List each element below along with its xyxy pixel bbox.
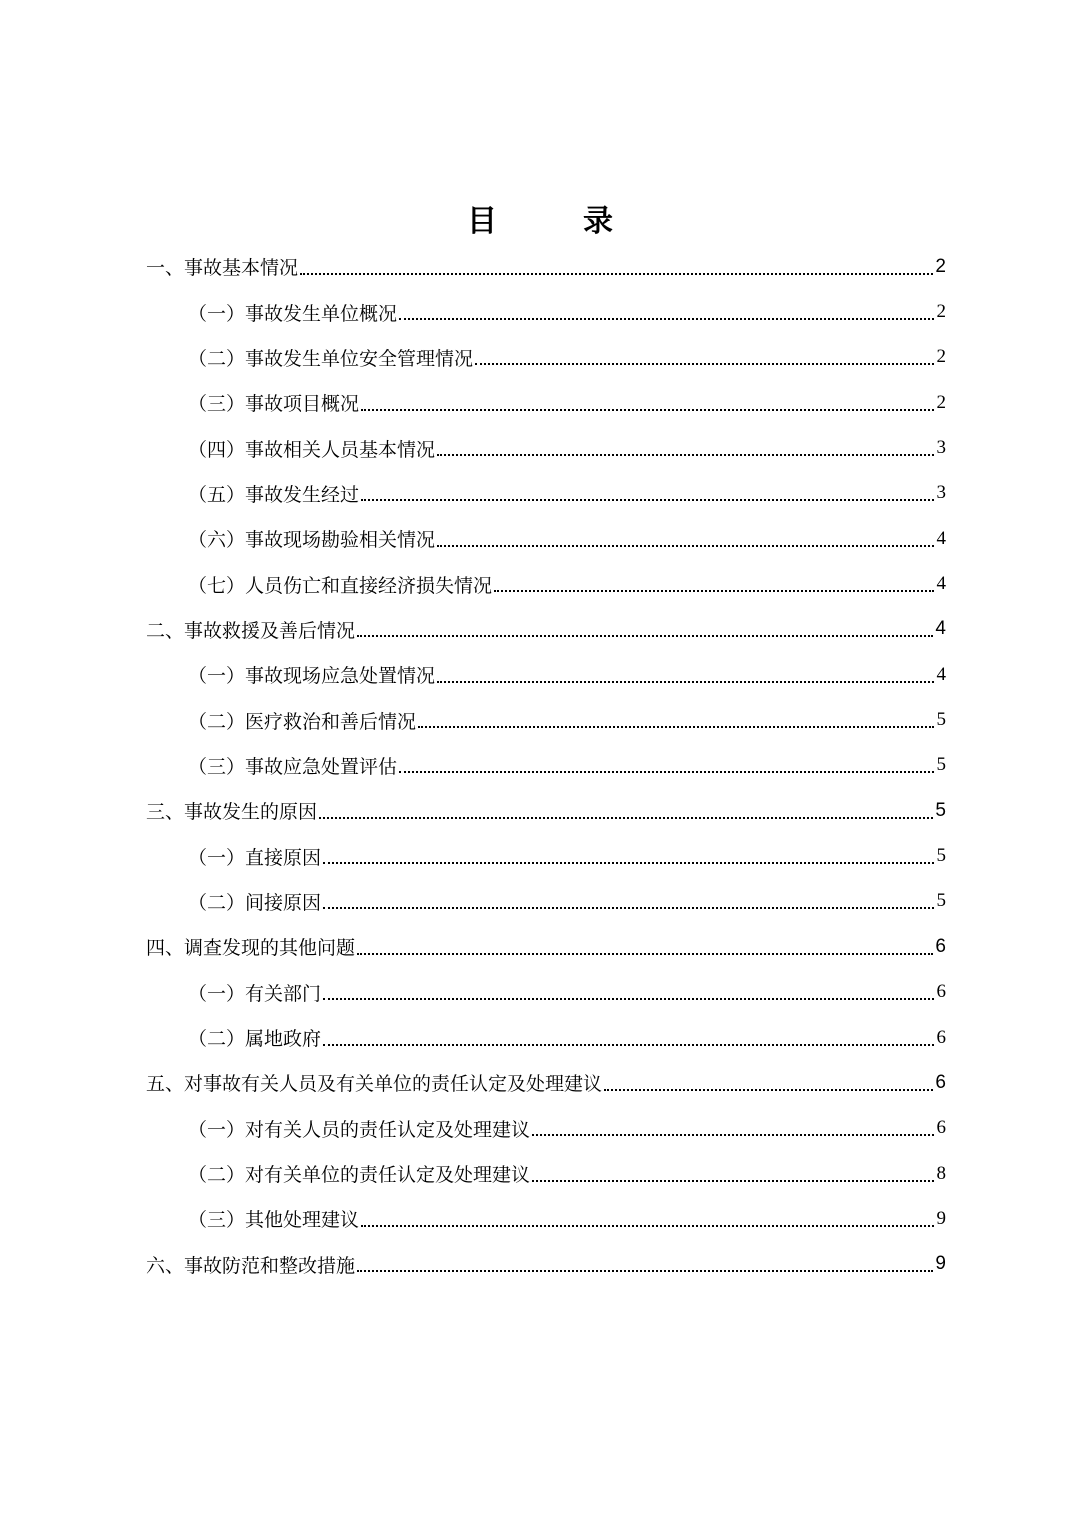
- toc-entry[interactable]: [146, 516, 946, 561]
- toc-leader-dots: [357, 953, 933, 955]
- toc-entry-label: （三）事故应急处置评估: [188, 755, 398, 778]
- toc-page-number: 5: [936, 845, 946, 867]
- toc-leader-dots: [357, 1270, 933, 1272]
- toc-page-number: 2: [936, 301, 946, 323]
- toc-page-number: 3: [936, 437, 946, 459]
- toc-entry[interactable]: [146, 788, 946, 833]
- toc-entry-label: （二）属地政府: [188, 1028, 322, 1051]
- toc-leader-dots: [323, 907, 934, 909]
- toc-leader-dots: [300, 273, 933, 275]
- toc-leader-dots: [357, 635, 933, 637]
- toc-entry[interactable]: [146, 833, 946, 878]
- toc-entry-label: （二）间接原因: [188, 891, 322, 914]
- toc-leader-dots: [532, 1134, 934, 1136]
- toc-leader-dots: [532, 1180, 934, 1182]
- toc-page-number: 4: [936, 663, 946, 685]
- toc-page-number: 9: [936, 1207, 946, 1229]
- toc-page-number: 4: [935, 618, 946, 640]
- toc-leader-dots: [399, 771, 934, 773]
- toc-entry-label: （三）事故项目概况: [188, 393, 360, 416]
- toc-leader-dots: [361, 409, 934, 411]
- toc-entry[interactable]: [146, 607, 946, 652]
- toc-page-number: 5: [936, 890, 946, 912]
- toc-entry-label: （一）有关部门: [188, 982, 322, 1005]
- toc-leader-dots: [323, 998, 934, 1000]
- toc-entry[interactable]: [146, 380, 946, 425]
- toc-page-number: 6: [936, 981, 946, 1003]
- toc-leader-dots: [323, 862, 934, 864]
- toc-page-number: 9: [935, 1253, 946, 1275]
- toc-page-number: 6: [935, 935, 946, 957]
- toc-entry[interactable]: [146, 1060, 946, 1105]
- toc-entry[interactable]: [146, 652, 946, 697]
- toc-leader-dots: [361, 499, 934, 501]
- toc-page-number: 3: [936, 482, 946, 504]
- toc-entry[interactable]: [146, 1151, 946, 1196]
- toc-entry-label: （四）事故相关人员基本情况: [188, 438, 436, 461]
- toc-entry-label: （一）对有关人员的责任认定及处理建议: [188, 1118, 531, 1141]
- toc-page-number: 4: [936, 527, 946, 549]
- toc-leader-dots: [437, 454, 934, 456]
- toc-entry[interactable]: [146, 471, 946, 516]
- toc-entry-label: 一、事故基本情况: [146, 257, 299, 280]
- toc-entry[interactable]: [146, 244, 946, 289]
- toc-page-number: 5: [936, 754, 946, 776]
- toc-entry-label: （二）对有关单位的责任认定及处理建议: [188, 1164, 531, 1187]
- toc-entry[interactable]: [146, 335, 946, 380]
- toc-entry[interactable]: [146, 289, 946, 334]
- toc-entry-label: 四、调查发现的其他问题: [146, 937, 356, 960]
- toc-leader-dots: [437, 681, 934, 683]
- toc-leader-dots: [323, 1044, 934, 1046]
- toc-leader-dots: [361, 1225, 934, 1227]
- toc-entry-label: （三）其他处理建议: [188, 1209, 360, 1232]
- toc-page-number: 5: [936, 709, 946, 731]
- toc-leader-dots: [399, 318, 934, 320]
- toc-entry-label: （七）人员伤亡和直接经济损失情况: [188, 574, 493, 597]
- toc-page-number: 4: [936, 573, 946, 595]
- toc-page-number: 6: [936, 1026, 946, 1048]
- toc-entry-label: （二）医疗救治和善后情况: [188, 710, 417, 733]
- toc-entry[interactable]: [146, 1015, 946, 1060]
- toc-entry-label: 三、事故发生的原因: [146, 801, 318, 824]
- toc-page-number: 8: [936, 1162, 946, 1184]
- toc-leader-dots: [475, 363, 934, 365]
- toc-entry[interactable]: [146, 743, 946, 788]
- toc-entry[interactable]: [146, 425, 946, 470]
- toc-leader-dots: [437, 545, 934, 547]
- toc-leader-dots: [494, 590, 934, 592]
- toc-entry-label: （一）事故发生单位概况: [188, 302, 398, 325]
- toc-leader-dots: [319, 817, 933, 819]
- toc-entry[interactable]: [146, 970, 946, 1015]
- toc-leader-dots: [418, 726, 934, 728]
- toc-entry-label: （五）事故发生经过: [188, 483, 360, 506]
- toc-list: [146, 244, 946, 1287]
- toc-entry[interactable]: [146, 1196, 946, 1241]
- toc-entry-label: （六）事故现场勘验相关情况: [188, 529, 436, 552]
- toc-entry-label: 二、事故救援及善后情况: [146, 619, 356, 642]
- toc-entry[interactable]: [146, 561, 946, 606]
- toc-entry-label: （二）事故发生单位安全管理情况: [188, 347, 474, 370]
- toc-entry-label: 六、事故防范和整改措施: [146, 1254, 356, 1277]
- toc-entry[interactable]: [146, 924, 946, 969]
- toc-page-number: 5: [935, 799, 946, 821]
- toc-page-number: 6: [936, 1117, 946, 1139]
- toc-page-number: 2: [936, 346, 946, 368]
- toc-entry-label: （一）事故现场应急处置情况: [188, 665, 436, 688]
- toc-leader-dots: [604, 1089, 933, 1091]
- toc-entry-label: 五、对事故有关人员及有关单位的责任认定及处理建议: [146, 1073, 603, 1096]
- toc-page-number: 2: [935, 255, 946, 277]
- toc-entry[interactable]: [146, 879, 946, 924]
- toc-page-number: 6: [935, 1071, 946, 1093]
- toc-entry[interactable]: [146, 1106, 946, 1151]
- toc-page-number: 2: [936, 391, 946, 413]
- toc-entry[interactable]: [146, 1242, 946, 1287]
- toc-entry[interactable]: [146, 697, 946, 742]
- toc-entry-label: （一）直接原因: [188, 846, 322, 869]
- toc-title: 目 录: [467, 204, 641, 239]
